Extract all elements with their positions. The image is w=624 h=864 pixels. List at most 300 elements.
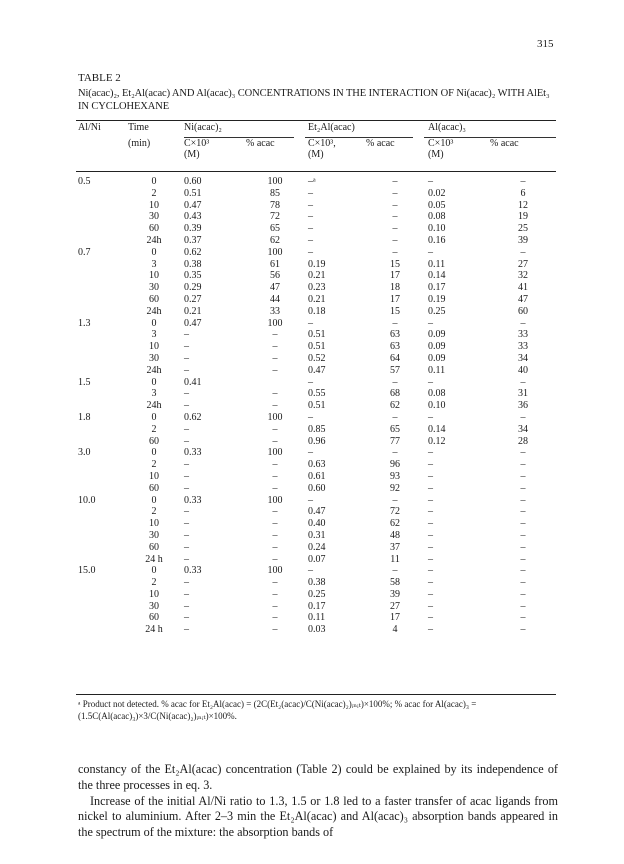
al-pct-cell: – [520, 541, 526, 553]
ni-pct-cell: – [272, 400, 278, 412]
al-ni-cell: 15.0 [78, 565, 96, 577]
et-pct-cell: – [392, 565, 398, 577]
al-ni-cell [76, 400, 128, 412]
page-number: 315 [537, 38, 554, 50]
et-pct-cell: 65 [390, 423, 400, 435]
et-pct-cell: 58 [390, 577, 400, 589]
al-ni-cell: 10.0 [78, 494, 96, 506]
ni-pct-cell: – [272, 423, 278, 435]
ni-pct-cell: – [272, 624, 278, 636]
ni-pct-cell: – [272, 388, 278, 400]
al-ni-cell [76, 436, 128, 448]
al-pct-cell: 25 [518, 223, 529, 235]
ni-conc-cell: 0.47 [184, 317, 202, 329]
time-cell: 0 [151, 376, 157, 388]
al-pct-cell: – [520, 577, 526, 589]
ni-conc-cell: – [184, 435, 189, 447]
al-conc-cell: 0.12 [428, 435, 446, 447]
al-conc-cell: – [428, 600, 434, 612]
et-pct-cell: – [392, 494, 398, 506]
et-pct-cell: 17 [390, 612, 400, 624]
table-row [76, 530, 556, 542]
et-conc-cell: 0.51 [308, 400, 326, 412]
al-ni-cell: 3.0 [78, 447, 91, 459]
al-conc-cell: 0.09 [428, 341, 446, 353]
ni-pct-cell: – [272, 364, 278, 376]
time-cell: 24 h [145, 553, 163, 565]
al-conc-cell: 0.14 [428, 270, 446, 282]
header-al-conc-label: C×10³ [428, 138, 454, 149]
et-conc-cell: – [308, 447, 313, 459]
table-row [76, 270, 556, 282]
table-row [76, 365, 556, 377]
ni-pct-cell: 65 [270, 223, 280, 235]
table-row [76, 459, 556, 471]
et-pct-cell: – [392, 376, 398, 388]
data-table [76, 122, 556, 636]
ni-pct-cell: – [272, 482, 278, 494]
al-ni-cell [76, 506, 128, 518]
al-pct-cell: 36 [518, 400, 529, 412]
et-conc-cell: 0.47 [308, 364, 326, 376]
time-cell: 60 [149, 482, 159, 494]
al-conc-cell: 0.10 [428, 223, 446, 235]
et-pct-cell: – [392, 176, 398, 187]
ni-conc-cell: 0.51 [184, 187, 202, 199]
ni-conc-cell: – [184, 612, 189, 624]
ni-conc-cell: 0.38 [184, 258, 202, 270]
al-pct-cell: – [520, 494, 526, 506]
al-pct-cell: – [520, 317, 526, 329]
ni-pct-cell: 100 [267, 411, 283, 423]
ni-pct-cell: 62 [270, 234, 280, 246]
ni-conc-cell: 0.33 [184, 447, 202, 459]
et-conc-cell: –ᵃ [308, 176, 316, 187]
et-pct-cell: 62 [390, 518, 400, 530]
al-ni-cell [76, 223, 128, 235]
et-pct-cell: 27 [390, 600, 400, 612]
et-pct-cell: 93 [390, 470, 400, 482]
et-pct-cell: 77 [390, 435, 400, 447]
ni-pct-cell: – [272, 612, 278, 624]
et-pct-cell: 15 [390, 258, 400, 270]
al-conc-cell: 0.19 [428, 293, 446, 305]
al-conc-cell: – [428, 577, 434, 589]
et-conc-cell: – [308, 246, 313, 258]
time-cell: 2 [151, 506, 157, 518]
table-row [76, 329, 556, 341]
al-ni-cell [76, 471, 128, 483]
al-pct-cell: – [520, 376, 526, 388]
table-row [76, 589, 556, 601]
time-cell: 0 [151, 494, 157, 506]
et-pct-cell: 64 [390, 352, 400, 364]
al-pct-cell: – [520, 553, 526, 565]
table-row [76, 554, 556, 566]
table-row [76, 400, 556, 412]
et-conc-cell: 0.19 [308, 258, 326, 270]
ni-pct-cell: 100 [267, 317, 283, 329]
et-conc-cell: 0.51 [308, 329, 326, 341]
al-conc-cell: 0.05 [428, 199, 446, 211]
al-pct-cell: 40 [518, 364, 529, 376]
ni-pct-cell: 85 [270, 187, 280, 199]
ni-conc-cell: 0.21 [184, 305, 202, 317]
header-ni-pct: % acac [246, 138, 275, 149]
al-ni-cell [76, 270, 128, 282]
table-row [76, 612, 556, 624]
et-conc-cell: 0.38 [308, 577, 326, 589]
et-conc-cell: 0.63 [308, 459, 326, 471]
ni-conc-cell: – [184, 470, 189, 482]
ni-pct-cell: – [272, 341, 278, 353]
table-row [76, 294, 556, 306]
ni-pct-cell: – [272, 553, 278, 565]
time-cell: 10 [149, 199, 159, 211]
al-conc-cell: 0.25 [428, 305, 446, 317]
et-conc-cell: – [308, 187, 313, 199]
al-ni-cell [76, 589, 128, 601]
et-pct-cell: 62 [390, 400, 400, 412]
ni-pct-cell: 72 [270, 211, 280, 223]
al-pct-cell: – [520, 246, 526, 258]
al-pct-cell: – [520, 529, 526, 541]
et-pct-cell: – [392, 411, 398, 423]
ni-conc-cell: – [184, 459, 189, 471]
table-row [76, 282, 556, 294]
al-pct-cell: – [520, 506, 526, 518]
ni-conc-cell: – [184, 600, 189, 612]
time-cell: 30 [149, 282, 159, 294]
et-conc-cell: 0.85 [308, 423, 326, 435]
et-pct-cell: 17 [390, 270, 400, 282]
et-conc-cell: – [308, 317, 313, 329]
time-cell: 60 [149, 223, 159, 235]
time-cell: 2 [151, 423, 157, 435]
time-cell: 10 [149, 270, 159, 282]
header-time-unit: (min) [128, 138, 151, 149]
al-pct-cell: 47 [518, 293, 529, 305]
table-row [76, 471, 556, 483]
ni-conc-cell: – [184, 553, 189, 565]
et-pct-cell: 92 [390, 482, 400, 494]
header-et-conc-unit: (M) [308, 149, 324, 160]
et-conc-cell: 0.25 [308, 588, 326, 600]
ni-pct-cell: – [272, 600, 278, 612]
al-pct-cell: 12 [518, 199, 529, 211]
ni-conc-cell: 0.27 [184, 293, 202, 305]
et-pct-cell: 39 [390, 588, 400, 600]
al-ni-cell [76, 329, 128, 341]
header-et-group: Et₂Al(acac) [308, 122, 355, 133]
time-cell: 0 [151, 246, 157, 258]
header-al-pct: % acac [490, 138, 519, 149]
table-row [76, 318, 556, 330]
table-row [76, 341, 556, 353]
et-conc-cell: 0.47 [308, 506, 326, 518]
time-cell: 30 [149, 352, 159, 364]
table-row [76, 577, 556, 589]
al-ni-cell: 0.5 [78, 176, 91, 187]
et-conc-cell: – [308, 199, 313, 211]
table-row [76, 624, 556, 636]
header-ni-conc [180, 138, 246, 171]
et-pct-cell: 63 [390, 341, 400, 353]
table-row [76, 211, 556, 223]
table-row [76, 353, 556, 365]
ni-conc-cell: – [184, 352, 189, 364]
al-pct-cell: – [520, 447, 526, 459]
al-pct-cell: – [520, 612, 526, 624]
time-cell: 0 [151, 411, 157, 423]
header-ni-conc-unit: (M) [184, 149, 200, 160]
time-cell: 3 [151, 388, 157, 400]
al-pct-cell: – [520, 176, 526, 187]
al-ni-cell [76, 601, 128, 613]
al-conc-cell: – [428, 447, 434, 459]
ni-conc-cell: 0.60 [184, 176, 202, 187]
al-pct-cell: 6 [520, 187, 526, 199]
al-conc-cell: 0.09 [428, 329, 446, 341]
et-conc-cell: – [308, 234, 313, 246]
al-ni-cell [76, 459, 128, 471]
table-row [76, 565, 556, 577]
table-row [76, 412, 556, 424]
ni-conc-cell: – [184, 577, 189, 589]
ni-pct-cell: – [272, 459, 278, 471]
et-pct-cell: 72 [390, 506, 400, 518]
table-body [76, 176, 556, 636]
table-row [76, 495, 556, 507]
ni-conc-cell: 0.47 [184, 199, 202, 211]
al-pct-cell: 32 [518, 270, 529, 282]
al-conc-cell: – [428, 588, 434, 600]
header-al-group: Al(acac)₃ [428, 122, 466, 133]
al-conc-cell: – [428, 411, 434, 423]
et-conc-cell: – [308, 211, 313, 223]
et-conc-cell: 0.55 [308, 388, 326, 400]
time-cell: 30 [149, 529, 159, 541]
al-conc-cell: 0.17 [428, 282, 446, 294]
al-pct-cell: 41 [518, 282, 529, 294]
al-ni-cell [76, 483, 128, 495]
al-ni-cell [76, 542, 128, 554]
al-conc-cell: 0.16 [428, 234, 446, 246]
time-cell: 10 [149, 518, 159, 530]
ni-pct-cell: 100 [267, 176, 283, 187]
et-conc-cell: 0.21 [308, 293, 326, 305]
table-row [76, 506, 556, 518]
time-cell: 3 [151, 329, 157, 341]
al-pct-cell: 60 [518, 305, 529, 317]
ni-conc-cell: – [184, 624, 189, 636]
et-pct-cell: 68 [390, 388, 400, 400]
et-pct-cell: – [392, 234, 398, 246]
et-conc-cell: 0.18 [308, 305, 326, 317]
ni-pct-cell: 100 [267, 447, 283, 459]
table-caption: Ni(acac)₂, Et₂Al(acac) AND Al(acac)₃ CONCENTRATIONS IN THE INTERACTION OF Ni(acac)₂ WITH AlEt₃ IN CYCLOHEXANE [78, 88, 550, 112]
table-row [76, 542, 556, 554]
al-ni-cell [76, 282, 128, 294]
al-conc-cell: – [428, 612, 434, 624]
al-ni-cell [76, 365, 128, 377]
ni-pct-cell: 56 [270, 270, 280, 282]
et-conc-cell: – [308, 494, 313, 506]
ni-conc-cell: – [184, 329, 189, 341]
al-pct-cell: 31 [518, 388, 529, 400]
header-time [128, 122, 180, 138]
time-cell: 24h [146, 234, 162, 246]
al-pct-cell: 33 [518, 341, 529, 353]
al-conc-cell: – [428, 470, 434, 482]
al-conc-cell: – [428, 246, 434, 258]
al-ni-cell [76, 341, 128, 353]
table-row [76, 200, 556, 212]
al-conc-cell: 0.14 [428, 423, 446, 435]
ni-conc-cell: 0.33 [184, 565, 202, 577]
et-pct-cell: 18 [390, 282, 400, 294]
al-conc-cell: 0.08 [428, 388, 446, 400]
et-conc-cell: – [308, 376, 313, 388]
al-ni-cell: 1.8 [78, 411, 91, 423]
ni-conc-cell: – [184, 341, 189, 353]
al-conc-cell: – [428, 494, 434, 506]
al-conc-cell: – [428, 459, 434, 471]
al-conc-cell: – [428, 518, 434, 530]
et-conc-cell: 0.17 [308, 600, 326, 612]
al-conc-cell: – [428, 529, 434, 541]
et-conc-cell: 0.60 [308, 482, 326, 494]
al-conc-cell: – [428, 565, 434, 577]
et-pct-cell: – [392, 317, 398, 329]
time-cell: 2 [151, 459, 157, 471]
et-conc-cell: 0.31 [308, 529, 326, 541]
al-conc-cell: – [428, 176, 434, 187]
table-row [76, 247, 556, 259]
ni-conc-cell: 0.43 [184, 211, 202, 223]
ni-conc-cell: – [184, 388, 189, 400]
table-row [76, 377, 556, 389]
al-ni-cell [76, 424, 128, 436]
ni-pct-cell: 61 [270, 258, 280, 270]
time-cell: 10 [149, 341, 159, 353]
al-ni-cell: 1.3 [78, 317, 91, 329]
al-conc-cell: – [428, 506, 434, 518]
et-pct-cell: 11 [390, 553, 400, 565]
et-pct-cell: 96 [390, 459, 400, 471]
et-pct-cell: 17 [390, 293, 400, 305]
al-ni-cell: 1.5 [78, 376, 91, 388]
et-conc-cell: 0.21 [308, 270, 326, 282]
al-pct-cell: 34 [518, 423, 529, 435]
table-row [76, 176, 556, 188]
al-conc-cell: 0.11 [428, 258, 446, 270]
time-cell: 24 h [145, 624, 163, 636]
et-pct-cell: – [392, 246, 398, 258]
al-conc-cell: 0.10 [428, 400, 446, 412]
al-pct-cell: 27 [518, 258, 529, 270]
time-cell: 24h [146, 400, 162, 412]
ni-conc-cell: 0.62 [184, 246, 202, 258]
time-cell: 60 [149, 612, 159, 624]
time-cell: 60 [149, 435, 159, 447]
al-ni-cell [76, 259, 128, 271]
body-paragraph-2: Increase of the initial Al/Ni ratio to 1.3, 1.5 or 1.8 led to a faster transfer of acac ligands from nickel to aluminium. After 2–3 min the Et₂Al(acac) and Al(acac)₃ absorption bands appeared in the spectrum of the mixture: the absorption bands of [78, 793, 558, 840]
ni-conc-cell: 0.62 [184, 411, 202, 423]
et-pct-cell: 57 [390, 364, 400, 376]
et-conc-cell: 0.40 [308, 518, 326, 530]
et-pct-cell: – [392, 447, 398, 459]
al-pct-cell: 34 [518, 352, 529, 364]
al-pct-cell: 28 [518, 435, 529, 447]
et-conc-cell: – [308, 565, 313, 577]
body-paragraph-1: constancy of the Et₂Al(acac) concentration (Table 2) could be explained by its independence of the three processes in eq. 3. [78, 762, 558, 792]
ni-conc-cell: 0.37 [184, 234, 202, 246]
time-cell: 2 [151, 577, 157, 589]
header-et-pct: % acac [366, 138, 395, 149]
ni-conc-cell: – [184, 529, 189, 541]
et-pct-cell: 37 [390, 541, 400, 553]
al-conc-cell: – [428, 376, 434, 388]
ni-conc-cell: 0.33 [184, 494, 202, 506]
table-row [76, 601, 556, 613]
al-conc-cell: 0.11 [428, 364, 446, 376]
al-pct-cell: – [520, 565, 526, 577]
al-conc-cell: – [428, 317, 434, 329]
al-ni-cell [76, 530, 128, 542]
table-label: TABLE 2 [78, 72, 121, 84]
al-ni-cell [76, 612, 128, 624]
ni-conc-cell: 0.35 [184, 270, 202, 282]
table-top-rule [76, 120, 556, 121]
ni-conc-cell: – [184, 506, 189, 518]
et-conc-cell: – [308, 223, 313, 235]
ni-pct-cell [246, 377, 304, 389]
et-conc-cell: 0.23 [308, 282, 326, 294]
time-cell: 30 [149, 600, 159, 612]
et-pct-cell: 48 [390, 529, 400, 541]
time-cell: 0 [151, 565, 157, 577]
al-pct-cell: – [520, 518, 526, 530]
time-cell: 3 [151, 258, 157, 270]
al-pct-cell: – [520, 482, 526, 494]
al-ni-cell [76, 294, 128, 306]
time-cell: 30 [149, 211, 159, 223]
table-row [76, 388, 556, 400]
time-cell: 10 [149, 470, 159, 482]
ni-conc-cell: 0.29 [184, 282, 202, 294]
time-cell: 0 [151, 317, 157, 329]
ni-pct-cell: – [272, 518, 278, 530]
et-conc-cell: 0.61 [308, 470, 326, 482]
ni-conc-cell: – [184, 541, 189, 553]
ni-pct-cell: – [272, 352, 278, 364]
time-cell: 60 [149, 541, 159, 553]
et-pct-cell: 4 [392, 624, 398, 636]
et-conc-cell: 0.51 [308, 341, 326, 353]
al-pct-cell: 39 [518, 234, 529, 246]
ni-pct-cell: 47 [270, 282, 280, 294]
et-conc-cell: 0.07 [308, 553, 326, 565]
al-pct-cell: – [520, 459, 526, 471]
al-pct-cell: – [520, 600, 526, 612]
al-ni-cell [76, 211, 128, 223]
ni-conc-cell: 0.39 [184, 223, 202, 235]
table-row [76, 235, 556, 247]
time-cell: 24h [146, 364, 162, 376]
ni-pct-cell: 100 [267, 565, 283, 577]
ni-pct-cell: 78 [270, 199, 280, 211]
